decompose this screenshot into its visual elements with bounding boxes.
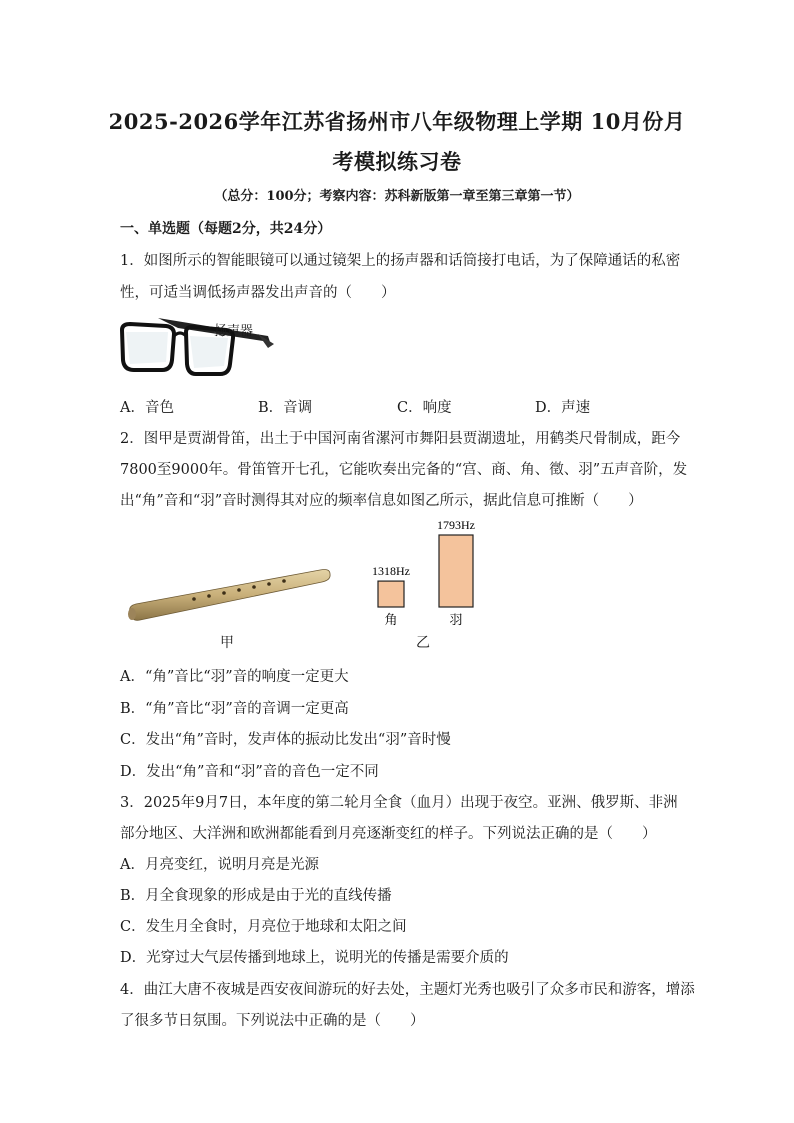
q1-option-b[interactable]: B．音调 (258, 400, 313, 416)
q2-option-b[interactable]: B．“角”音比“羽”音的音调一定更高 (120, 701, 349, 717)
q1-stem-line1: 1．如图所示的智能眼镜可以通过镜架上的扬声器和话筒接打电话，为了保障通话的私密 (120, 253, 681, 269)
q2-stem-line3: 出“角”音和“羽”音时测得其对应的频率信息如图乙所示，据此信息可推断（ ） (120, 493, 643, 509)
q3-option-a[interactable]: A．月亮变红，说明月亮是光源 (120, 857, 319, 873)
q2-option-a[interactable]: A．“角”音比“羽”音的响度一定更大 (120, 669, 349, 685)
bone-flute-icon (124, 558, 334, 628)
frequency-chart (362, 513, 482, 648)
speaker-label: 扬声器 (214, 324, 254, 339)
category-label-角: 角 (384, 613, 398, 628)
q4-stem-line2: 了很多节日氛围。下列说法中正确的是（ ） (120, 1013, 425, 1029)
figure-a-caption: 甲 (220, 635, 234, 651)
figure-b-caption: 乙 (416, 635, 430, 651)
q2-option-d[interactable]: D．发出“角”音和“羽”音的音色一定不同 (120, 764, 379, 780)
bone-flute-figure (124, 558, 334, 628)
q2-stem-line1: 2．图甲是贾湖骨笛，出土于中国河南省漯河市舞阳县贾湖遗址，用鹤类尺骨制成，距今 (120, 431, 681, 447)
section-title: 一、单选题（每题2分，共24分） (120, 221, 332, 237)
smart-glasses-figure (118, 308, 278, 388)
q3-option-d[interactable]: D．光穿过大气层传播到地球上，说明光的传播是需要介质的 (120, 950, 509, 966)
q3-stem-line2: 部分地区、大洋洲和欧洲都能看到月亮逐渐变红的样子。下列说法正确的是（ ） (120, 826, 657, 842)
exam-title-line1: 2025-2026学年江苏省扬州市八年级物理上学期 10月份月 (108, 109, 686, 134)
bar-角 (378, 581, 404, 607)
q2-stem-line2: 7800至9000年。骨笛管开七孔，它能吹奏出完备的“宫、商、角、徵、羽”五声音阶，发 (120, 462, 688, 478)
q3-stem-line1: 3．2025年9月7日，本年度的第二轮月全食（血月）出现于夜空。亚洲、俄罗斯、非洲 (120, 795, 678, 811)
bar-羽 (439, 535, 473, 607)
q3-option-c[interactable]: C．发生月全食时，月亮位于地球和太阳之间 (120, 919, 407, 935)
q1-stem-line2: 性，可适当调低扬声器发出声音的（ ） (120, 285, 396, 301)
exam-title-line2: 考模拟练习卷 (332, 149, 462, 174)
data-label-羽: 1793Hz (437, 518, 475, 532)
smart-glasses-icon (118, 308, 278, 388)
q3-option-b[interactable]: B．月全食现象的形成是由于光的直线传播 (120, 888, 392, 904)
q1-option-a[interactable]: A．音色 (120, 400, 174, 416)
q1-option-c[interactable]: C．响度 (397, 400, 452, 416)
q4-stem-line1: 4．曲江大唐不夜城是西安夜间游玩的好去处，主题灯光秀也吸引了众多市民和游客，增添 (120, 982, 695, 998)
q2-option-c[interactable]: C．发出“角”音时，发声体的振动比发出“羽”音时慢 (120, 732, 451, 748)
q1-option-d[interactable]: D．声速 (535, 400, 591, 416)
exam-subtitle: （总分：100分；考察内容：苏科新版第一章至第三章第一节） (214, 189, 580, 204)
data-label-角: 1318Hz (372, 564, 410, 579)
category-label-羽: 羽 (449, 613, 463, 628)
